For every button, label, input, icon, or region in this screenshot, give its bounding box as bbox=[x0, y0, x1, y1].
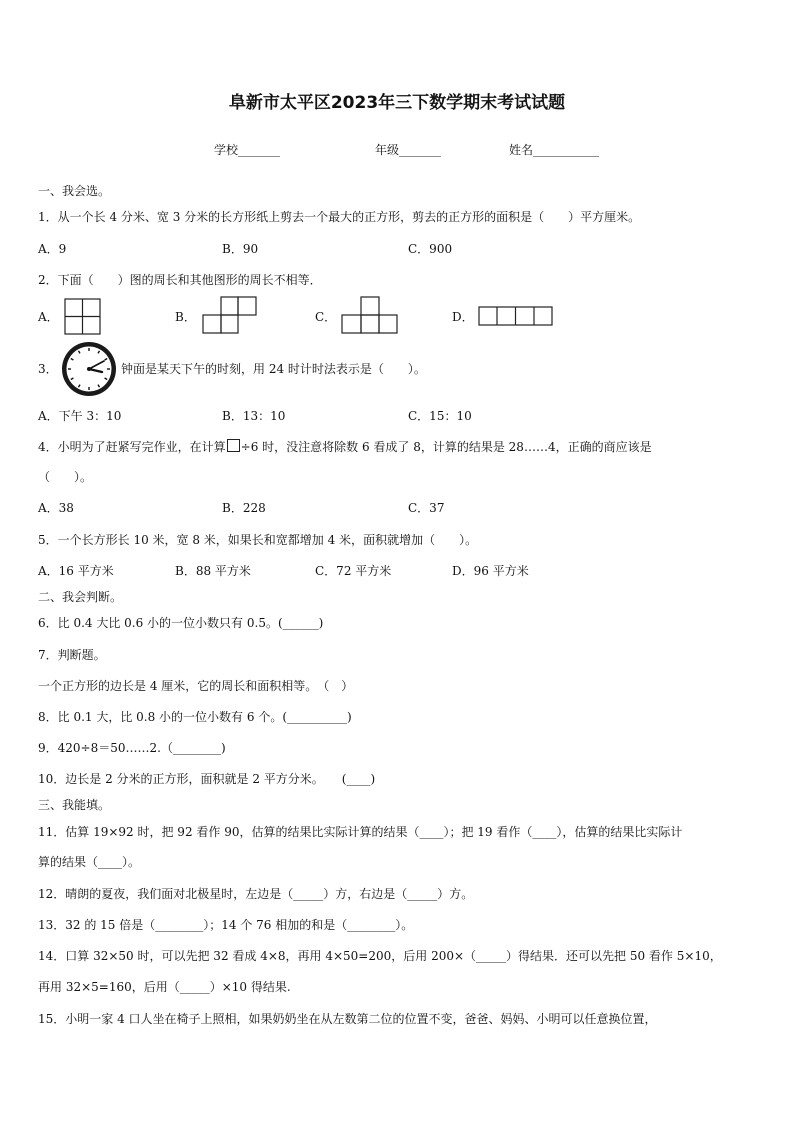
question-1-option-c: C．900 bbox=[408, 242, 453, 256]
question-2-option-c: C． bbox=[315, 310, 337, 324]
page-title: 阜新市太平区2023年三下数学期末考试试题 bbox=[228, 93, 566, 113]
question-2-text: 2．下面（ ）图的周长和其他图形的周长不相等． bbox=[38, 273, 322, 287]
question-13-text: 13．32 的 15 倍是（________）；14 个 76 相加的和是（________）。 bbox=[38, 918, 414, 932]
question-10-text: 10．边长是 2 分米的正方形，面积就是 2 平方分米。 (____) bbox=[38, 772, 376, 786]
figure-d-row-shape bbox=[478, 306, 554, 328]
grade-field: 年级_______ bbox=[375, 143, 442, 157]
question-4-text-a: 4．小明为了赶紧写完作业，在计算 bbox=[38, 440, 226, 454]
question-5-option-a: A．16 平方米 bbox=[38, 564, 114, 578]
section-1-heading: 一、我会选。 bbox=[38, 184, 111, 198]
question-4-line-2: （ ）。 bbox=[38, 470, 93, 484]
question-6-text: 6．比 0.4 大比 0.6 小的一位小数只有 0.5。(______) bbox=[38, 616, 324, 630]
question-4-option-b: B．228 bbox=[222, 501, 266, 515]
question-5-text: 5．一个长方形长 10 米，宽 8 米，如果长和宽都增加 4 米，面积就增加（ ）。 bbox=[38, 533, 478, 547]
question-1-option-a: A．9 bbox=[38, 242, 67, 256]
question-3-text: 钟面是某天下午的时刻，用 24 时计时法表示是（ ）。 bbox=[121, 362, 426, 376]
section-2-heading: 二、我会判断。 bbox=[38, 590, 123, 604]
question-4-option-c: C．37 bbox=[408, 501, 445, 515]
question-5-option-b: B．88 平方米 bbox=[175, 564, 251, 578]
question-9-text: 9．420÷8＝50……2.（________) bbox=[38, 741, 226, 755]
name-field: 姓名___________ bbox=[509, 143, 600, 157]
section-3-heading: 三、我能填。 bbox=[38, 798, 111, 812]
question-8-text: 8．比 0.1 大，比 0.8 小的一位小数有 6 个。(__________) bbox=[38, 710, 352, 724]
figure-b-step-shape bbox=[202, 296, 260, 336]
question-5-option-c: C．72 平方米 bbox=[315, 564, 392, 578]
question-2-option-d: D． bbox=[452, 310, 474, 324]
question-1-text: 1．从一个长 4 分米、宽 3 分米的长方形纸上剪去一个最大的正方形，剪去的正方形的面积是（ ）平方厘米。 bbox=[38, 210, 641, 224]
question-5-option-d: D．96 平方米 bbox=[452, 564, 529, 578]
question-3-number: 3． bbox=[38, 362, 58, 376]
school-field: 学校_______ bbox=[214, 143, 281, 157]
blank-box-icon bbox=[227, 439, 240, 452]
question-7-text: 一个正方形的边长是 4 厘米，它的周长和面积相等。 （ ） bbox=[38, 679, 354, 693]
question-4-line-1 bbox=[38, 438, 652, 455]
question-4-text-b: ÷6 时，没注意将除数 6 看成了 8，计算的结果是 28……4，正确的商应该是 bbox=[240, 440, 652, 454]
question-3-option-c: C．15：10 bbox=[408, 409, 472, 423]
question-2-option-b: B． bbox=[175, 310, 196, 324]
question-4-option-a: A．38 bbox=[38, 501, 74, 515]
question-14-line-1: 14．口算 32×50 时，可以先把 32 看成 4×8，再用 4×50=200，后用 200×（_____）得结果．还可以先把 50 看作 5×10， bbox=[38, 949, 722, 963]
question-1-option-b: B．90 bbox=[222, 242, 259, 256]
question-7-title: 7．判断题。 bbox=[38, 648, 106, 662]
question-14-line-2: 再用 32×5=160，后用（_____）×10 得结果. bbox=[38, 980, 291, 994]
figure-a-square-grid bbox=[64, 298, 102, 336]
question-3-option-b: B．13：10 bbox=[222, 409, 286, 423]
question-2-option-a: A． bbox=[38, 310, 59, 324]
figure-c-t-shape bbox=[341, 296, 401, 336]
question-15-text: 15．小明一家 4 口人坐在椅子上照相，如果奶奶坐在从左数第二位的位置不变，爸爸、妈妈、小明可以任意换位置， bbox=[38, 1012, 657, 1026]
question-11-line-2: 算的结果（____）。 bbox=[38, 855, 141, 869]
clock-icon bbox=[60, 340, 118, 398]
question-12-text: 12．晴朗的夏夜，我们面对北极星时，左边是（_____）方，右边是（_____）方。 bbox=[38, 887, 474, 901]
question-3-option-a: A．下午 3：10 bbox=[38, 409, 122, 423]
question-11-line-1: 11．估算 19×92 时，把 92 看作 90，估算的结果比实际计算的结果（____）；把 19 看作（____），估算的结果比实际计 bbox=[38, 825, 683, 839]
